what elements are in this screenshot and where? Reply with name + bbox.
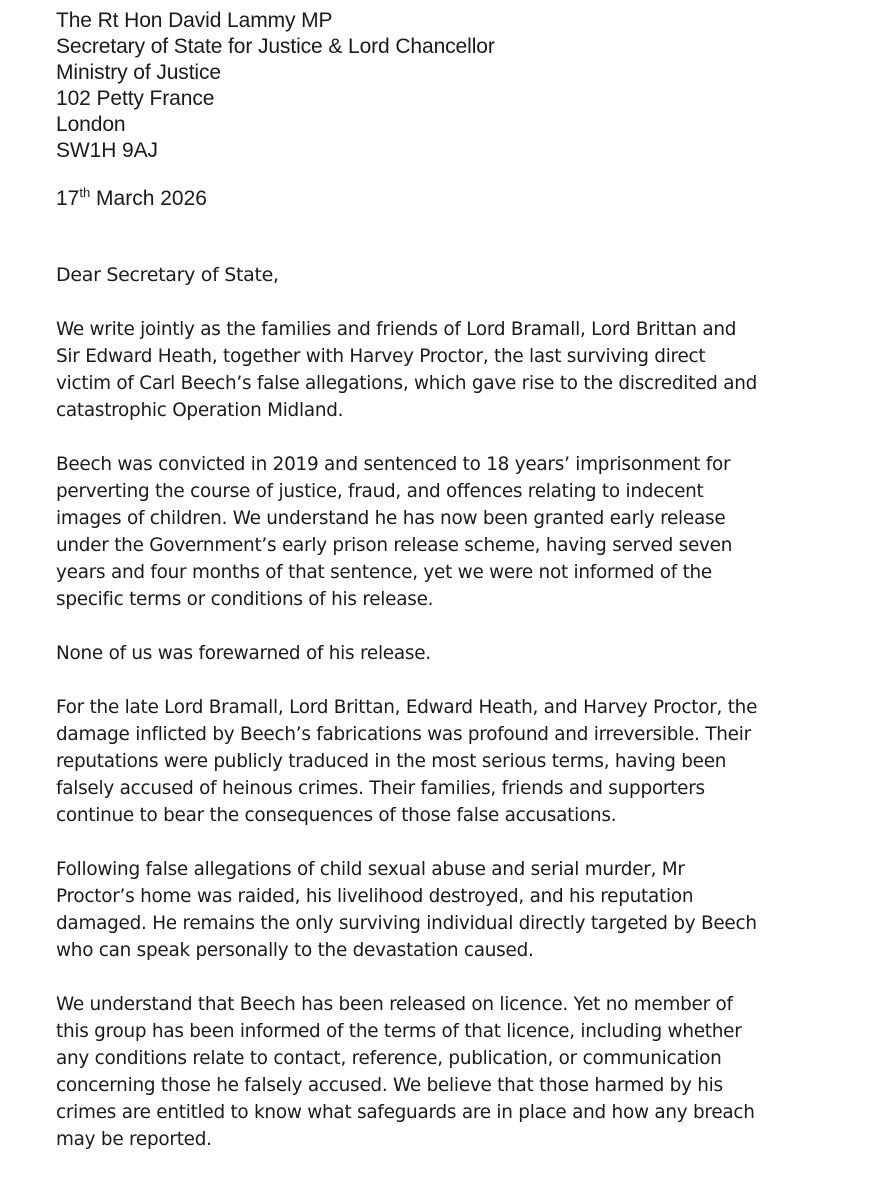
paragraph-line: falsely accused of heinous crimes. Their families, friends and supporters	[56, 778, 705, 799]
paragraph	[56, 856, 846, 964]
paragraph-line: continue to bear the consequences of those false accusations.	[56, 805, 617, 826]
paragraph-line: years and four months of that sentence, yet we were not informed of the	[56, 562, 712, 583]
recipient-street: 102 Petty France	[56, 87, 215, 110]
paragraph-line: specific terms or conditions of his release.	[56, 589, 434, 610]
paragraph	[56, 316, 846, 424]
date-month-year: March 2026	[96, 187, 207, 210]
paragraph-line: crimes are entitled to know what safeguards are in place and how any breach	[56, 1102, 755, 1123]
recipient-city: London	[56, 113, 126, 136]
paragraph-line: concerning those he falsely accused. We believe that those harmed by his	[56, 1075, 723, 1096]
paragraph-line: this group has been informed of the terms of that licence, including whether	[56, 1021, 742, 1042]
paragraph-line: We understand that Beech has been released on licence. Yet no member of	[56, 994, 733, 1015]
paragraph-line: who can speak personally to the devastation caused.	[56, 940, 534, 961]
paragraph-line: under the Government’s early prison release scheme, having served seven	[56, 535, 733, 556]
paragraph-line: may be reported.	[56, 1129, 212, 1150]
paragraph	[56, 451, 846, 613]
paragraph-line: damaged. He remains the only surviving individual directly targeted by Beech	[56, 913, 757, 934]
paragraph-line: Sir Edward Heath, together with Harvey Proctor, the last surviving direct	[56, 346, 706, 367]
paragraph	[56, 991, 846, 1153]
paragraph-line: reputations were publicly traduced in the most serious terms, having been	[56, 751, 727, 772]
letter-date	[56, 186, 846, 212]
letter	[56, 8, 846, 1153]
paragraph-line: damage inflicted by Beech’s fabrications was profound and irreversible. Their	[56, 724, 751, 745]
date-suffix: th	[79, 185, 91, 200]
paragraph-line: victim of Carl Beech’s false allegations, which gave rise to the discredited and	[56, 373, 758, 394]
recipient-address	[56, 8, 846, 164]
paragraph-line: any conditions relate to contact, reference, publication, or communication	[56, 1048, 722, 1069]
paragraph-line: catastrophic Operation Midland.	[56, 400, 344, 421]
paragraph-line: perverting the course of justice, fraud, and offences relating to indecent	[56, 481, 704, 502]
recipient-organisation: Ministry of Justice	[56, 61, 221, 84]
recipient-postcode: SW1H 9AJ	[56, 139, 158, 162]
recipient-title: Secretary of State for Justice & Lord Chancellor	[56, 35, 495, 58]
paragraph-line: Beech was convicted in 2019 and sentenced to 18 years’ imprisonment for	[56, 454, 731, 475]
recipient-name: The Rt Hon David Lammy MP	[56, 9, 333, 32]
paragraph-line: Following false allegations of child sexual abuse and serial murder, Mr	[56, 859, 685, 880]
paragraph-line: images of children. We understand he has now been granted early release	[56, 508, 726, 529]
paragraph-line: Proctor’s home was raided, his livelihood destroyed, and his reputation	[56, 886, 694, 907]
paragraph-line: We write jointly as the families and friends of Lord Bramall, Lord Brittan and	[56, 319, 737, 340]
paragraph	[56, 640, 846, 667]
salutation: Dear Secretary of State,	[56, 264, 279, 286]
paragraph-line: For the late Lord Bramall, Lord Brittan, Edward Heath, and Harvey Proctor, the	[56, 697, 758, 718]
paragraph	[56, 694, 846, 829]
date-day: 17	[56, 187, 80, 210]
paragraph-line: None of us was forewarned of his release.	[56, 643, 431, 664]
